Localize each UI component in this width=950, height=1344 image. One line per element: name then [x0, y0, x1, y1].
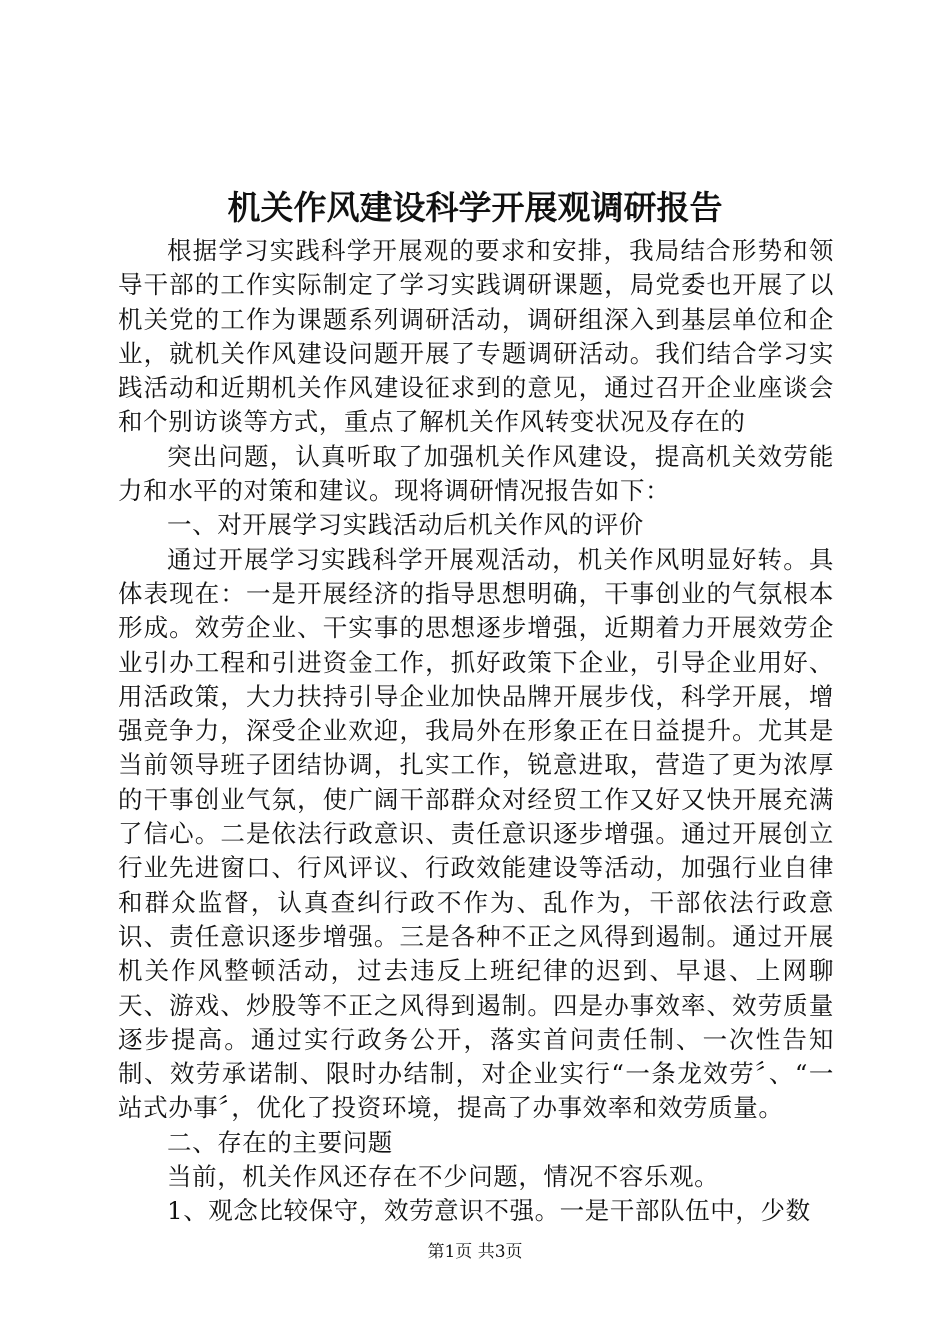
paragraph-evaluation: 通过开展学习实践科学开展观活动，机关作风明显好转。具体表现在：一是开展经济的指导思想明确，干事创业的气氛根本形成。效劳企业、干实事的思想逐步增强，近期着力开展效劳企业引办工程和引进资金工作，抓好政策下企业，引导企业用好、用活政策，大力扶持引导企业加快品牌开展步伐，科学开展，增强竞争力，深受企业欢迎，我局外在形象正在日益提升。尤其是当前领导班子团结协调，扎实工作，锐意进取，营造了更为浓厚的干事创业气氛，使广阔干部群众对经贸工作又好又快开展充满了信心。二是依法行政意识、责任意识逐步增强。通过开展创立行业先进窗口、行风评议、行政效能建设等活动，加强行业自律和群众监督，认真查纠行政不作为、乱作为，干部依法行政意识、责任意识逐步增强。三是各种不正之风得到遏制。通过开展机关作风整顿活动，过去违反上班纪律的迟到、早退、上网聊天、游戏、炒股等不正之风得到遏制。四是办事效率、效劳质量逐步提高。通过实行政务公开，落实首问责任制、一次性告知制、效劳承诺制、限时办结制，对企业实行“一条龙效劳〞、“一站式办事〞，优化了投资环境，提高了办事效率和效劳质量。 — [118, 544, 834, 1123]
section-heading-problems: 二、存在的主要问题 — [167, 1127, 393, 1157]
page-number: 第1页 共3页 — [427, 1242, 523, 1262]
section-heading-evaluation: 一、对开展学习实践活动后机关作风的评价 — [167, 510, 644, 540]
paragraph-problem-1: 1、观念比较保守，效劳意识不强。一是干部队伍中，少数 — [167, 1196, 811, 1226]
document-title: 机关作风建设科学开展观调研报告 — [227, 188, 723, 227]
page-footer — [0, 1240, 950, 1264]
document-body — [118, 234, 834, 1229]
paragraph-problems-intro: 当前，机关作风还存在不少问题，情况不容乐观。 — [167, 1162, 720, 1192]
paragraph-intro: 根据学习实践科学开展观的要求和安排，我局结合形势和领导干部的工作实际制定了学习实践调研课题，局党委也开展了以机关党的工作为课题系列调研活动，调研组深入到基层单位和企业，就机关作风建设问题开展了专题调研活动。我们结合学习实践活动和近期机关作风建设征求到的意见，通过召开企业座谈会和个别访谈等方式，重点了解机关作风转变状况及存在的 — [118, 236, 834, 437]
paragraph-continuation: 突出问题，认真听取了加强机关作风建设，提高机关效劳能力和水平的对策和建议。现将调研情况报告如下： — [118, 441, 834, 506]
